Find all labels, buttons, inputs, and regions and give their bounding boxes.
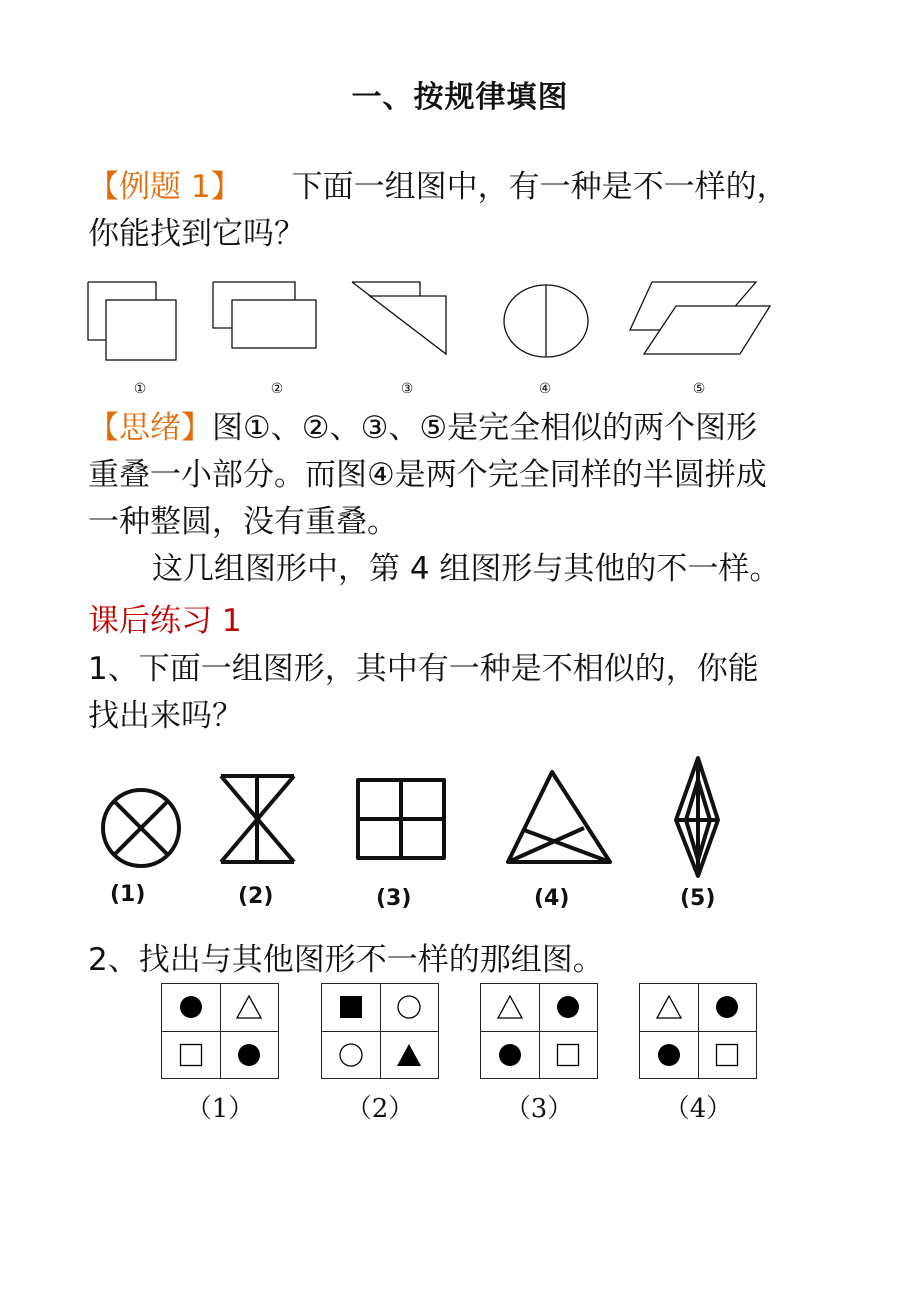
q2-label-3: （3） — [504, 1094, 574, 1124]
thinking-line4: 这几组图形中，第 4 组图形与其他的不一样。 — [152, 551, 781, 587]
symbol-grid-2 — [321, 983, 439, 1079]
grid-cell — [640, 1032, 699, 1080]
symbol-grid-4 — [639, 983, 757, 1079]
question-1 — [88, 646, 848, 740]
q2-label-2: （2） — [345, 1094, 415, 1124]
circle-filled-icon — [497, 1042, 523, 1068]
triangle-outline-icon — [655, 994, 683, 1020]
circle-filled-icon — [555, 994, 581, 1020]
overlapping-rectangles-figure — [213, 282, 316, 348]
circle-filled-icon — [714, 994, 740, 1020]
question-1-figures — [90, 750, 750, 880]
q1-label-1: (1) — [110, 882, 146, 907]
thinking-paragraph — [88, 405, 848, 593]
q1-label-3: (3) — [376, 886, 412, 911]
example-tag: 【例题 1】 — [88, 169, 242, 205]
triangle-outline-icon — [235, 994, 263, 1020]
triangle-filled-icon — [395, 1042, 423, 1068]
grid-cell — [540, 984, 599, 1032]
four-square-grid-figure — [358, 780, 444, 858]
question-2: 2、找出与其他图形不一样的那组图。 — [88, 942, 604, 978]
q2-label-4: （4） — [663, 1094, 733, 1124]
grid-cell — [221, 984, 280, 1032]
figure-label-5: ⑤ — [692, 381, 706, 397]
grid-cell — [640, 984, 699, 1032]
symbol-grid-3 — [480, 983, 598, 1079]
grid-cell — [221, 1032, 280, 1080]
overlapping-parallelograms-figure — [630, 282, 770, 354]
overlapping-triangles-figure — [352, 282, 446, 354]
grid-cell — [162, 1032, 221, 1080]
page-title: 一、按规律填图 — [351, 80, 569, 115]
split-circle-figure — [504, 285, 588, 357]
question-1-line2: 找出来吗？ — [88, 698, 243, 734]
q1-label-5: (5) — [680, 886, 716, 911]
example-figures — [80, 272, 800, 372]
example-line1: 下面一组图中，有一种是不一样的， — [291, 169, 788, 205]
circle-filled-icon — [236, 1042, 262, 1068]
grid-cell — [381, 984, 440, 1032]
thinking-line1: 图①、②、③、⑤是完全相似的两个图形 — [212, 410, 758, 446]
grid-cell — [381, 1032, 440, 1080]
figure-label-3: ③ — [400, 381, 414, 397]
grid-cell — [322, 1032, 381, 1080]
square-outline-icon — [715, 1043, 739, 1067]
circle-filled-icon — [178, 994, 204, 1020]
figure-label-1: ① — [133, 381, 147, 397]
question-1-line1: 1、下面一组图形，其中有一种是不相似的，你能 — [88, 651, 759, 687]
grid-cell — [699, 1032, 758, 1080]
figure-label-2: ② — [270, 381, 284, 397]
hourglass-figure — [221, 776, 294, 862]
circle-filled-icon — [656, 1042, 682, 1068]
grid-cell — [699, 984, 758, 1032]
thinking-line2: 重叠一小部分。而图④是两个完全同样的半圆拼成 — [88, 457, 767, 493]
circle-outline-icon — [338, 1042, 364, 1068]
triangle-outline-icon — [496, 994, 524, 1020]
example-line2: 你能找到它吗？ — [88, 216, 305, 252]
q1-label-2: (2) — [238, 884, 274, 909]
square-outline-icon — [556, 1043, 580, 1067]
triangle-with-lines-figure — [508, 772, 610, 862]
practice-heading: 课后练习 1 — [88, 603, 242, 639]
rhombus-figure — [676, 758, 718, 876]
thinking-tag: 【思绪】 — [88, 410, 212, 446]
grid-cell — [162, 984, 221, 1032]
symbol-grid-1 — [161, 983, 279, 1079]
grid-cell — [322, 984, 381, 1032]
square-filled-icon — [339, 995, 363, 1019]
grid-cell — [481, 1032, 540, 1080]
grid-cell — [540, 1032, 599, 1080]
crossed-circle-figure — [103, 790, 179, 866]
figure-label-4: ④ — [538, 381, 552, 397]
grid-cell — [481, 984, 540, 1032]
overlapping-squares-figure — [88, 282, 176, 360]
circle-outline-icon — [396, 994, 422, 1020]
q1-label-4: (4) — [534, 886, 570, 911]
q2-label-1: （1） — [185, 1094, 255, 1124]
thinking-line3: 一种整圆，没有重叠。 — [88, 504, 398, 540]
example-paragraph — [88, 164, 848, 258]
square-outline-icon — [179, 1043, 203, 1067]
